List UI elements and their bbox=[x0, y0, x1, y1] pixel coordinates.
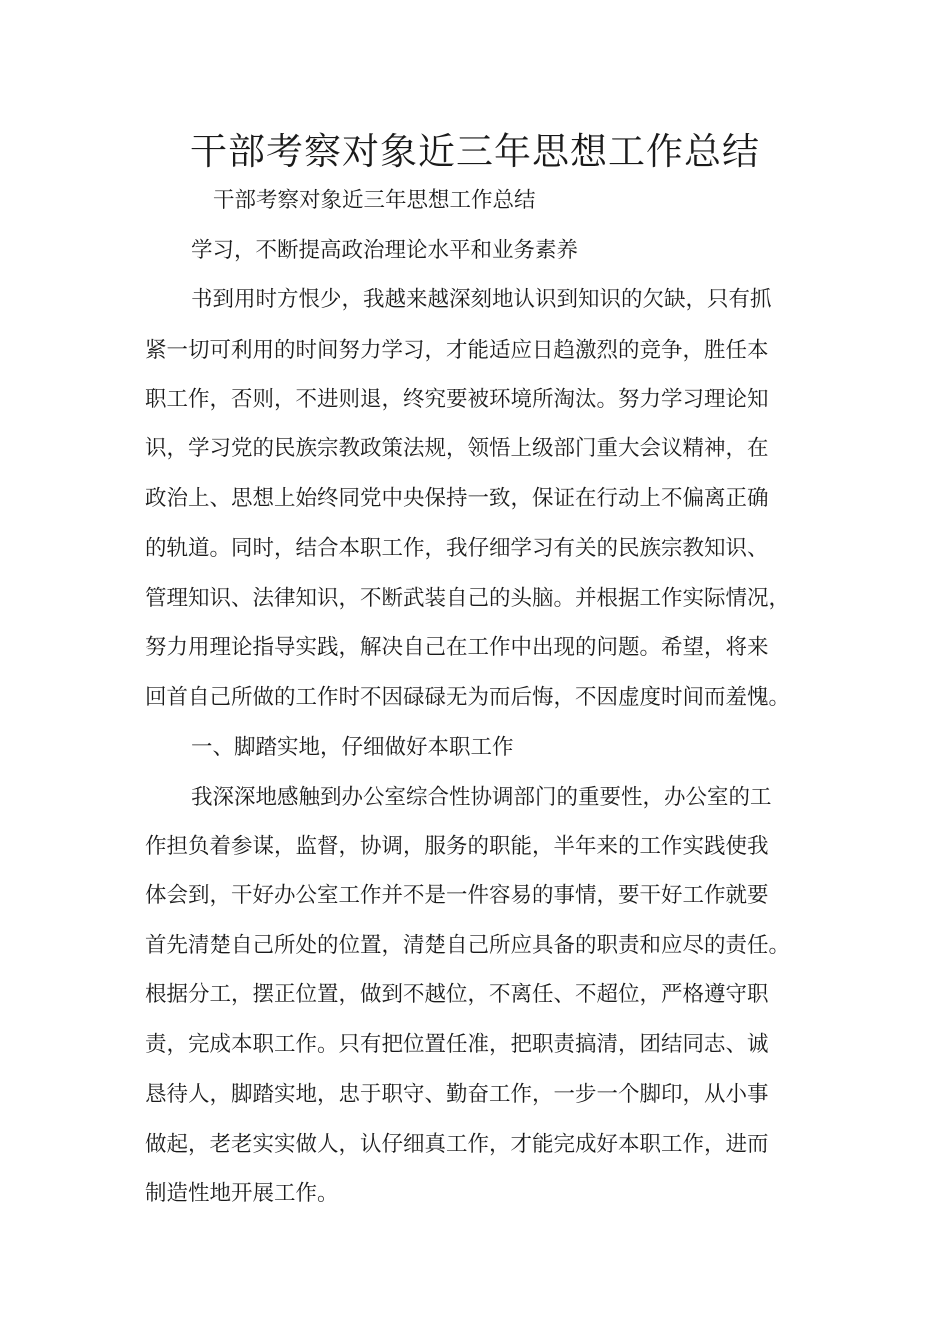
paragraph-line: 管理知识、法律知识，不断武装自己的头脑。并根据工作实际情况， bbox=[145, 586, 791, 611]
paragraph-line: 紧一切可利用的时间努力学习，才能适应日趋激烈的竞争，胜任本 bbox=[145, 338, 769, 363]
paragraph-line: 责，完成本职工作。只有把位置任准，把职责搞清，团结同志、诚 bbox=[145, 1032, 769, 1057]
paragraph-line: 职工作，否则，不进则退，终究要被环境所淘汰。努力学习理论知 bbox=[145, 387, 769, 412]
paragraph-line: 回首自己所做的工作时不因碌碌无为而后悔，不因虚度时间而羞愧。 bbox=[145, 685, 791, 710]
paragraph-line: 政治上、思想上始终同党中央保持一致，保证在行动上不偏离正确 bbox=[145, 486, 769, 511]
paragraph-line: 首先清楚自己所处的位置，清楚自己所应具备的职责和应尽的责任。 bbox=[145, 933, 791, 958]
paragraph-line: 书到用时方恨少，我越来越深刻地认识到知识的欠缺，只有抓 bbox=[191, 287, 772, 312]
section-study-heading: 学习，不断提高政治理论水平和业务素养 bbox=[191, 238, 579, 263]
paragraph-line: 的轨道。同时，结合本职工作，我仔细学习有关的民族宗教知识、 bbox=[145, 536, 769, 561]
paragraph-line: 努力用理论指导实践，解决自己在工作中出现的问题。希望，将来 bbox=[145, 635, 769, 660]
paragraph-line: 制造性地开展工作。 bbox=[145, 1181, 339, 1206]
paragraph-line: 体会到，干好办公室工作并不是一件容易的事情，要干好工作就要 bbox=[145, 883, 769, 908]
document-title: 干部考察对象近三年思想工作总结 bbox=[190, 130, 760, 173]
paragraph-line: 根据分工，摆正位置，做到不越位，不离任、不超位，严格遵守职 bbox=[145, 982, 769, 1007]
paragraph-line: 恳待人，脚踏实地，忠于职守、勤奋工作，一步一个脚印，从小事 bbox=[145, 1082, 769, 1107]
section-one-heading: 一、脚踏实地，仔细做好本职工作 bbox=[191, 735, 514, 760]
document-subtitle: 干部考察对象近三年思想工作总结 bbox=[213, 188, 536, 213]
paragraph-line: 识，学习党的民族宗教政策法规，领悟上级部门重大会议精神，在 bbox=[145, 436, 769, 461]
paragraph-line: 我深深地感触到办公室综合性协调部门的重要性，办公室的工 bbox=[191, 785, 772, 810]
paragraph-line: 作担负着参谋，监督，协调，服务的职能，半年来的工作实践使我 bbox=[145, 834, 769, 859]
paragraph-line: 做起，老老实实做人，认仔细真工作，才能完成好本职工作，进而 bbox=[145, 1132, 769, 1157]
